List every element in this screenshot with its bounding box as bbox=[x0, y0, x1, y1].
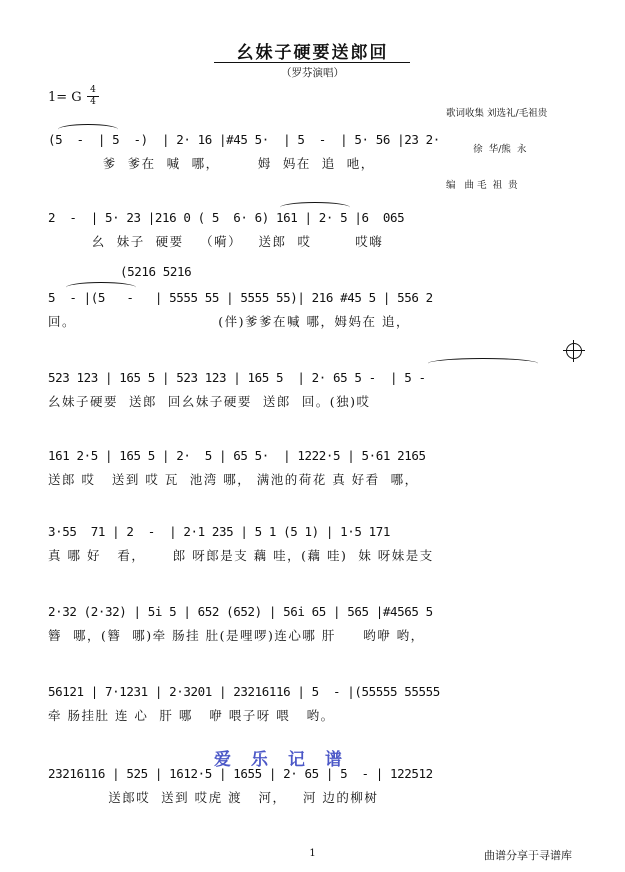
score-system bbox=[0, 370, 625, 420]
time-signature bbox=[87, 86, 99, 107]
notation-line: (5 - | 5 -) | 2· 16 |#45 5· | 5 - | 5· 56 |23 2· bbox=[48, 132, 440, 147]
score-system bbox=[0, 684, 625, 734]
lyrics-line: 幺 妹子 硬要 （嗬） 送郎 哎 哎嗨 bbox=[48, 234, 384, 249]
key-signature: 1= G bbox=[48, 90, 82, 105]
notation-line: 2·32 (2·32) | 5i 5 | 652 (652) | 56i 65 | 565 |#4565 5 bbox=[48, 604, 433, 619]
lyrics-line: 簪 哪，(簪 哪)牵 肠挂 肚(是哩啰)连心哪 肝 哟咿 哟， bbox=[48, 628, 425, 643]
page-title: 幺妹子硬要送郎回 bbox=[236, 43, 389, 63]
score-system bbox=[0, 210, 625, 260]
notation-line: 56121 | 7·1231 | 2·3201 | 23216116 | 5 - |(55555 55555 bbox=[48, 684, 440, 699]
lyrics-line: 爹 爹在 喊 哪， 姆 妈在 追 吔， bbox=[48, 156, 375, 171]
lyrics-line: 幺妹子硬要 送郎 回幺妹子硬要 送郎 回。(独)哎 bbox=[48, 394, 371, 409]
subtitle: （罗芬演唱） bbox=[281, 67, 344, 79]
notation-line: 161 2·5 | 165 5 | 2· 5 | 65 5· | 1222·5 | 5·61 2165 bbox=[48, 448, 426, 463]
notation-line: 3·55 71 | 2 - | 2·1 235 | 5 1 (5 1) | 1·5 171 bbox=[48, 524, 391, 539]
score-system bbox=[0, 524, 625, 574]
notation-line: 2 - | 5· 23 |216 0 ( 5 6· 6) 161 | 2· 5 |6 065 bbox=[48, 210, 405, 225]
meter-bottom: 4 bbox=[90, 97, 96, 107]
site-label[interactable]: 曲谱分享于寻谱库 bbox=[484, 850, 572, 862]
meter-top: 4 bbox=[90, 85, 96, 95]
lyrics-line: 真 哪 好 看， 郎 呀郎是支 藕 哇，(藕 哇) 妹 呀妹是支 bbox=[48, 548, 434, 563]
score-system bbox=[0, 766, 625, 816]
lyrics-line: 送郎 哎 送到 哎 瓦 池湾 哪， 满池的荷花 真 好看 哪， bbox=[48, 472, 419, 487]
notation-line: 5 - |(5 - | 5555 55 | 5555 55)| 216 #45 5 | 556 2 bbox=[48, 290, 433, 305]
credit-line: 歌词收集 刘选礼/毛祖贵 bbox=[446, 108, 548, 119]
lyrics-line: 牵 肠挂肚 连 心 肝 哪 咿 喂子呀 喂 哟。 bbox=[48, 708, 335, 723]
credit-line: 编 曲 毛 祖 贵 bbox=[446, 180, 518, 191]
title-underline bbox=[214, 62, 410, 63]
score-system bbox=[0, 448, 625, 498]
notation-line: 523 123 | 165 5 | 523 123 | 165 5 | 2· 65 5 - | 5 - bbox=[48, 370, 426, 385]
page-number: 1 bbox=[309, 848, 316, 859]
notation-line: 23216116 | 525 | 1612·5 | 1655 | 2· 65 | 5 - | 122512 bbox=[48, 766, 433, 781]
upper-notation: (5216 5216 bbox=[120, 264, 192, 279]
lyrics-line: 送郎哎 送到 哎虎 渡 河， 河 边的柳树 bbox=[48, 790, 379, 805]
score-system bbox=[0, 604, 625, 654]
credit-line: 徐 华/熊 永 bbox=[446, 144, 527, 155]
watermark: 爱乐记谱 bbox=[214, 750, 362, 770]
coda-icon bbox=[566, 343, 582, 359]
score-system bbox=[0, 132, 625, 182]
score-system bbox=[0, 264, 625, 340]
lyrics-line: 回。 (伴)爹爹在喊 哪，姆妈在 追， bbox=[48, 314, 411, 329]
